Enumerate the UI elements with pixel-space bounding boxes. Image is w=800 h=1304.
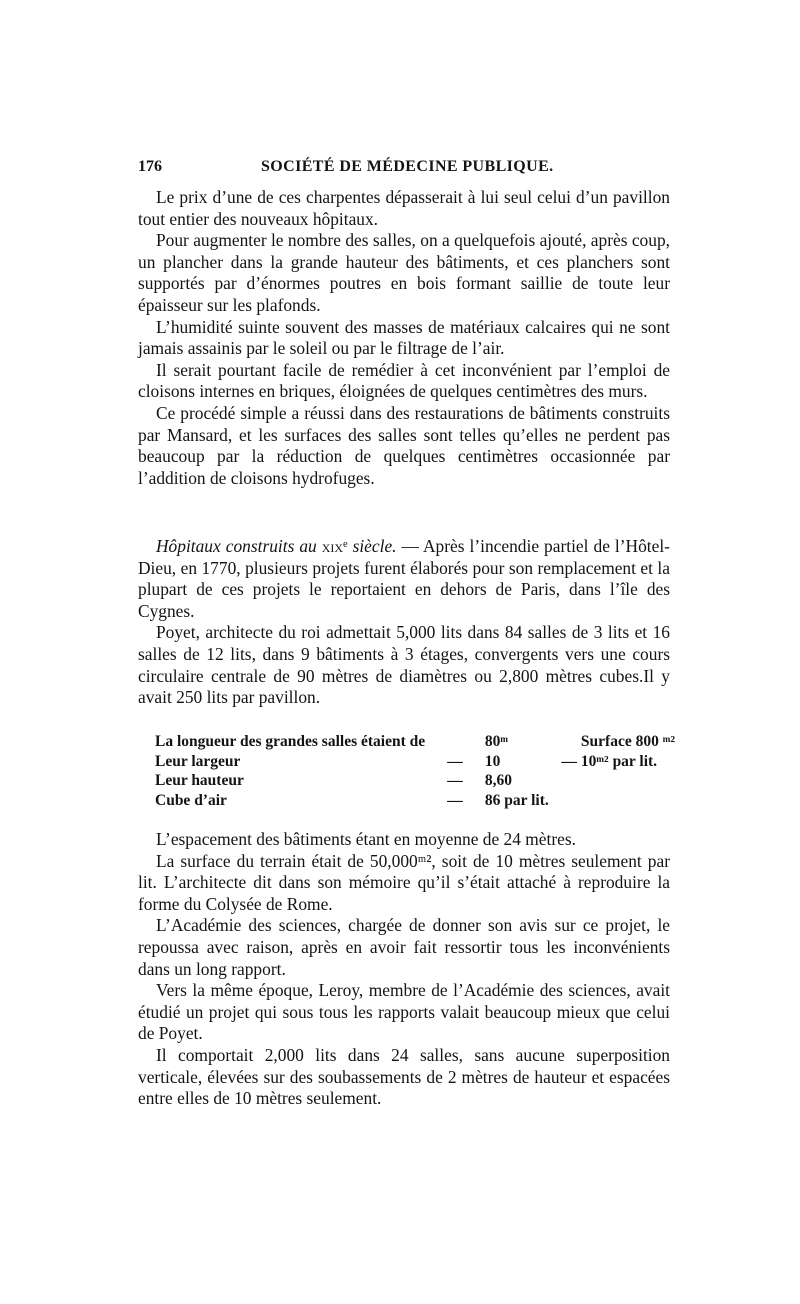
table-cell-extra: 10ᵐ² par lit. bbox=[580, 752, 658, 770]
table-row bbox=[155, 791, 675, 811]
table-cell-dash2: — bbox=[561, 752, 577, 770]
paragraph: Il serait pourtant facile de remédier à cet inconvénient par l’emploi de cloisons internes en briques, éloignées de quelques centimètres des murs. bbox=[138, 359, 670, 402]
table-cell-extra bbox=[581, 771, 675, 791]
table-cell-extra: Surface 800 ᵐ² bbox=[580, 733, 675, 750]
table-cell-label: Leur hauteur bbox=[155, 772, 244, 789]
page-number: 176 bbox=[138, 158, 162, 175]
table-cell-dash2 bbox=[557, 732, 581, 752]
table-cell-label: Cube d’air bbox=[155, 791, 227, 809]
paragraph: Pour augmenter le nombre des salles, on a quelquefois ajouté, après coup, un plancher dans la grande hauteur des bâtiments, et ces planchers sont supportés par d’énormes poutres en bois formant saillie de toute leur épaisseur sur les plafonds. bbox=[138, 230, 670, 315]
paragraph: Poyet, architecte du roi admettait 5,000 lits dans 84 salles de 3 lits et 16 salles de 12 lits, dans 9 bâtiments à 3 étages, convergents vers une cours circulaire centrale de 90 mètres de diamètres ou 2,800 mètres cubes.Il y avait 250 lits par pavillon. bbox=[138, 622, 670, 708]
text-block-2 bbox=[138, 536, 670, 709]
text-block-1 bbox=[138, 187, 670, 489]
section-heading-text: — Après l’incendie partiel de l’Hôtel-Dieu, en 1770, plusieurs projets furent élaborés pour son remplacement et la plupart de ces projets le reportaient en dehors de Paris, dans l’île des Cygnes. bbox=[138, 536, 670, 621]
dimensions-table bbox=[155, 732, 675, 810]
paragraph: L’espacement des bâtiments étant en moyenne de 24 mètres. bbox=[156, 829, 576, 849]
section-heading-paragraph bbox=[138, 536, 670, 622]
running-title: SOCIÉTÉ DE MÉDECINE PUBLIQUE. bbox=[261, 158, 554, 175]
paragraph: Le prix d’une de ces charpentes dépasserait à lui seul celui d’un pavillon tout entier des nouveaux hôpitaux. bbox=[138, 187, 670, 229]
table-cell-dash2 bbox=[557, 771, 581, 791]
table-cell-value: 8,60 bbox=[484, 772, 513, 789]
table-cell-value: 86 par lit. bbox=[484, 791, 549, 809]
paragraph: Vers la même époque, Leroy, membre de l’Académie des sciences, avait étudié un projet qui sous tous les rapports valait beaucoup mieux que celui de Poyet. bbox=[138, 980, 670, 1044]
paragraph: La surface du terrain était de 50,000ᵐ², soit de 10 mètres seulement par lit. L’architecte dit dans son mémoire qu’il s’était attaché à reproduire la forme du Colysée de Rome. bbox=[138, 850, 670, 914]
table-cell-dash bbox=[425, 732, 485, 752]
paragraph: Ce procédé simple a réussi dans des restaurations de bâtiments construits par Mansard, et les surfaces des salles sont telles qu’elles ne perdent pas beaucoup par la réduction de quelques centimètres occasionnée par l’addition de cloisons hydrofuges. bbox=[138, 402, 670, 488]
running-header bbox=[138, 158, 670, 182]
table-row bbox=[155, 732, 675, 752]
text-block-3 bbox=[138, 829, 670, 1110]
table-row bbox=[155, 752, 675, 772]
table-cell-label: Leur largeur bbox=[155, 752, 241, 770]
paragraph: L’Académie des sciences, chargée de donner son avis sur ce projet, le repoussa avec raison, après en avoir fait ressortir tous les inconvénients dans un long rapport. bbox=[138, 915, 670, 979]
section-heading-end: siècle. bbox=[352, 536, 397, 556]
paragraph: Il comportait 2,000 lits dans 24 salles, sans aucune superposition verticale, élevées sur des soubassements de 2 mètres de hauteur et espacées entre elles de 10 mètres seulement. bbox=[138, 1044, 670, 1109]
table-cell-label: La longueur des grandes salles étaient de bbox=[155, 733, 426, 750]
table-cell-value: 10 bbox=[484, 752, 501, 770]
paragraph: L’humidité suinte souvent des masses de matériaux calcaires qui ne sont jamais assainis par le soleil ou par le filtrage de l’air. bbox=[138, 316, 670, 359]
table-cell-value: 80ᵐ bbox=[484, 733, 509, 750]
table-row bbox=[155, 771, 675, 791]
table-cell-dash: — bbox=[447, 791, 463, 809]
table-cell-extra bbox=[581, 791, 675, 811]
table-cell-dash: — bbox=[447, 772, 463, 789]
century-numeral: xixᵉ bbox=[321, 536, 348, 556]
table-cell-dash: — bbox=[447, 752, 463, 770]
section-heading: Hôpitaux construits au bbox=[156, 536, 317, 556]
table-cell-dash2 bbox=[557, 791, 581, 811]
